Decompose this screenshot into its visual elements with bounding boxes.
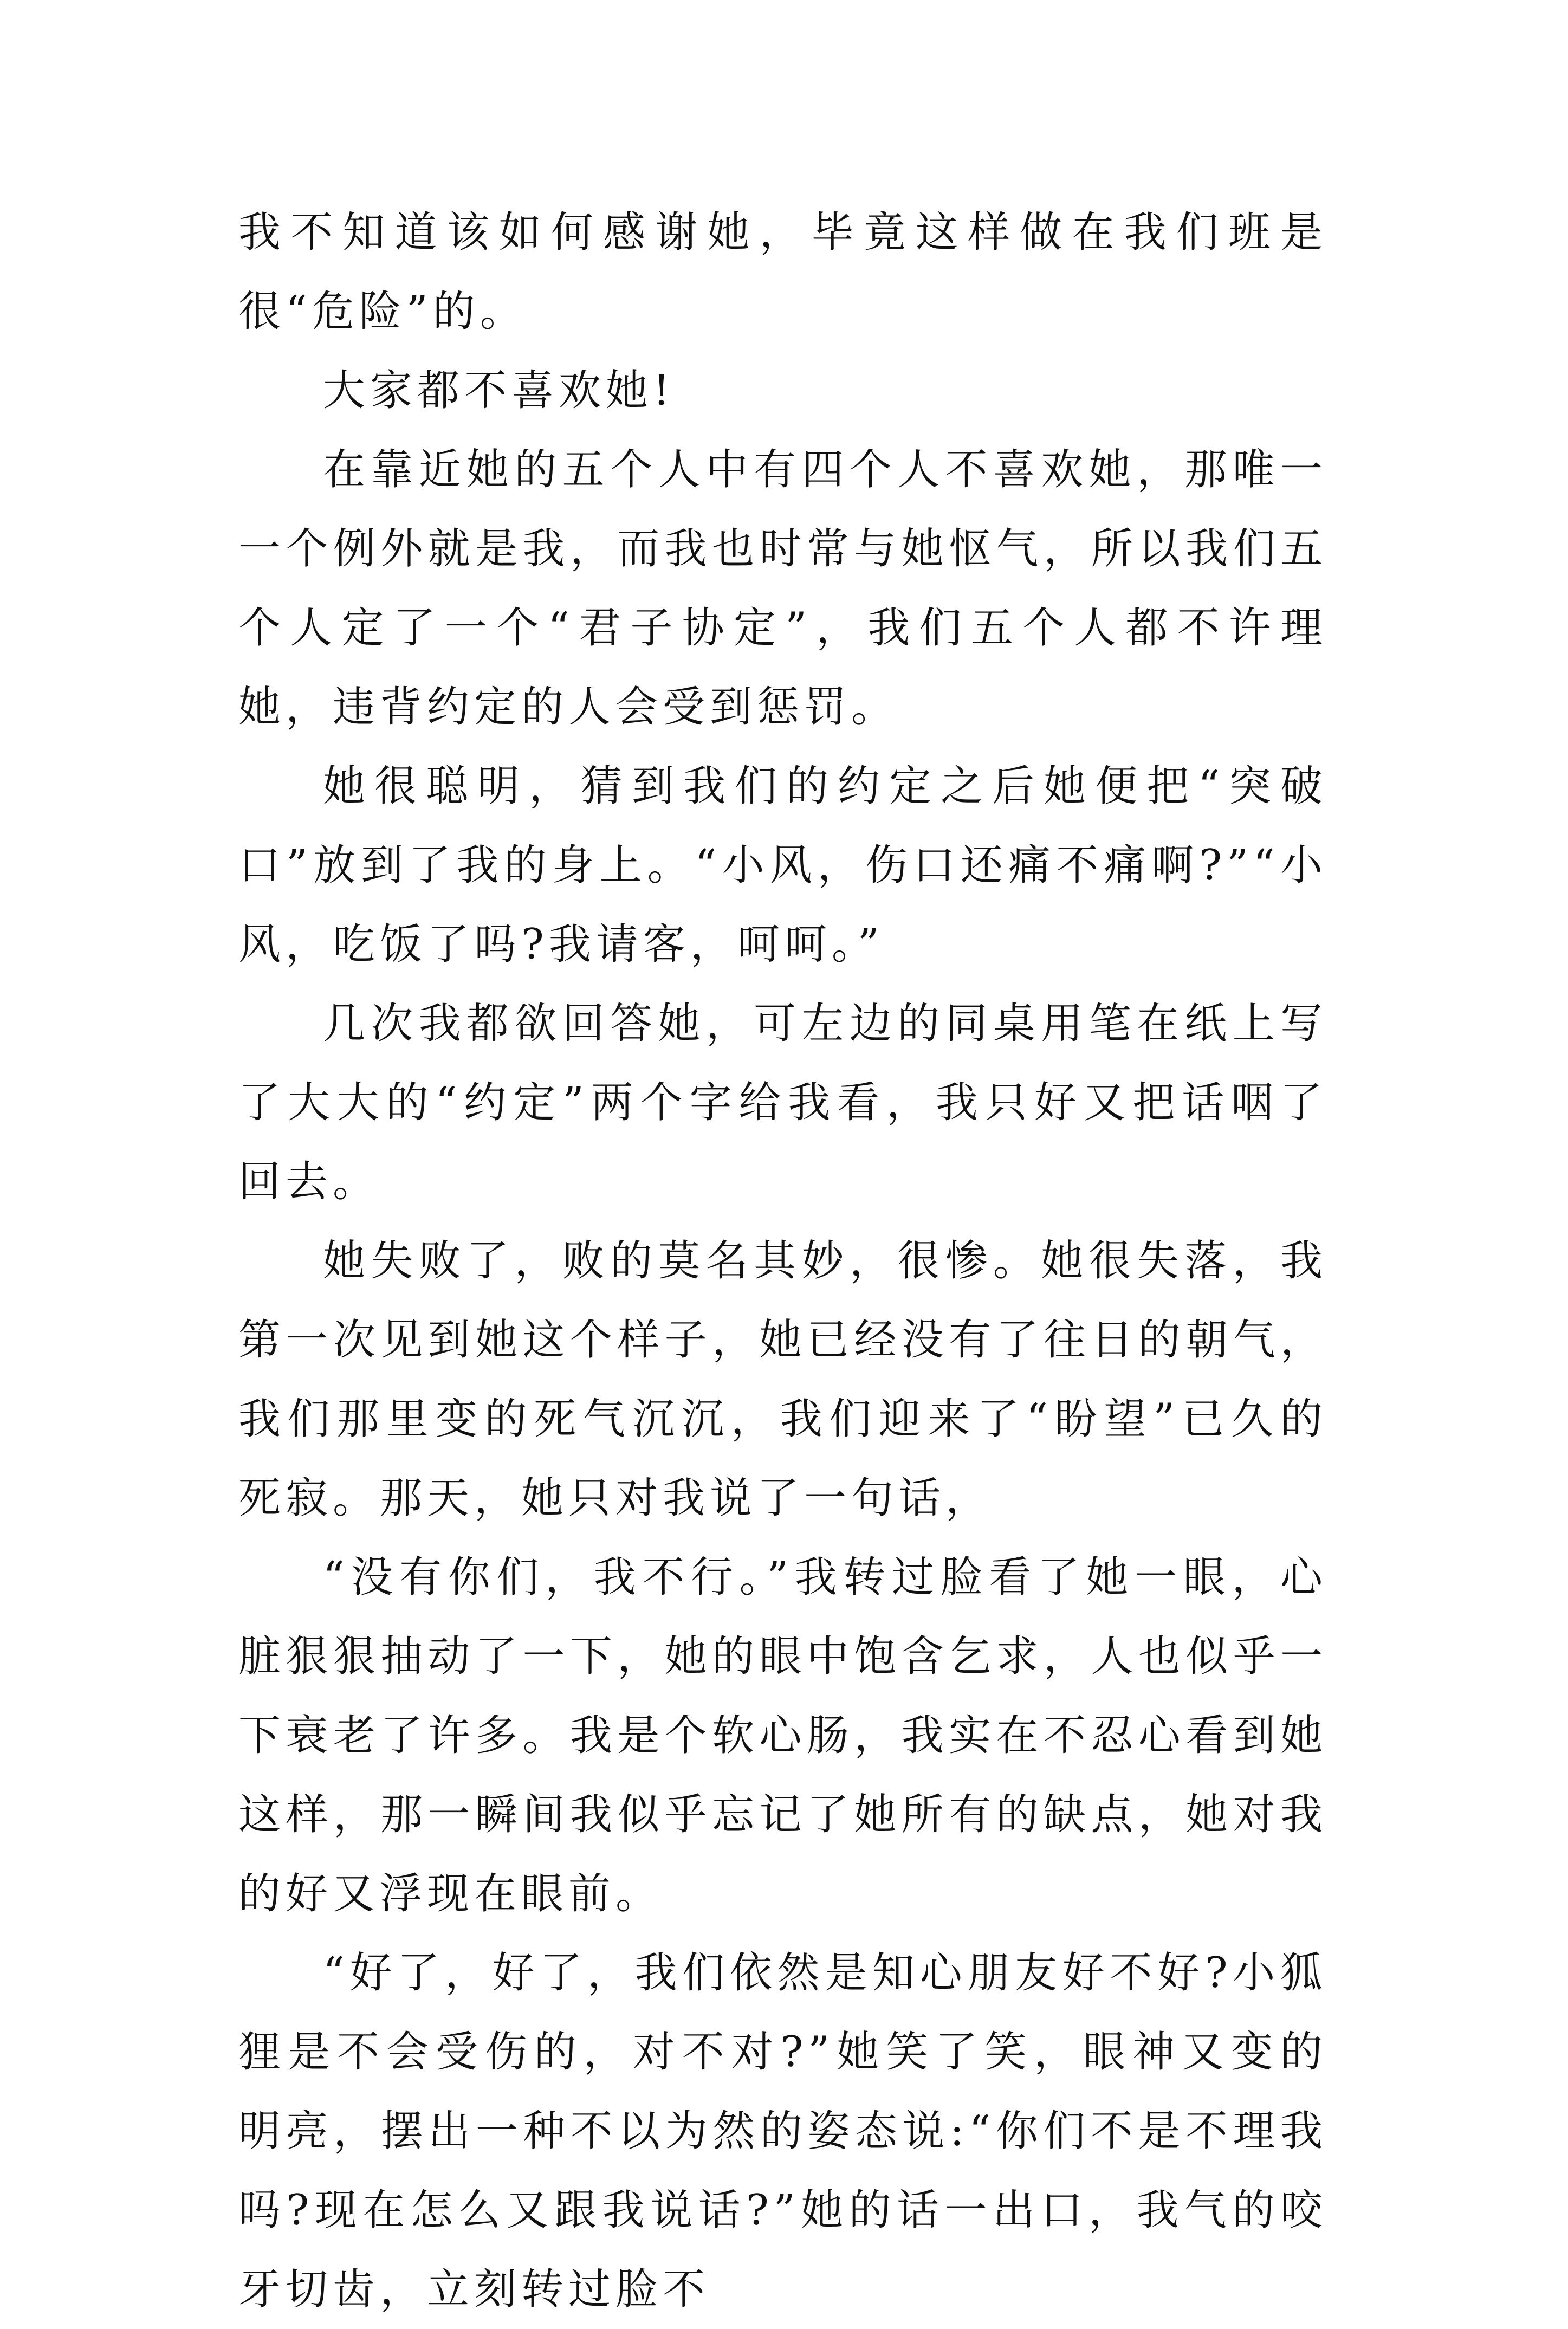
paragraph-3: 在靠近她的五个人中有四个人不喜欢她，那唯一一个例外就是我，而我也时常与她怄气，所以我们五个人定了一个“君子协定”，我们五个人都不许理她，违背约定的人会受到惩罚。	[238, 445, 1327, 732]
paragraph-8: “好了，好了，我们依然是知心朋友好不好?小狐狸是不会受伤的，对不对?”她笑了笑，眼神又变的明亮，摆出一种不以为然的姿态说:“你们不是不理我吗?现在怎么又跟我说话?”她的话一出口，我气的咬牙切齿，立刻转过脸不	[238, 1949, 1327, 2314]
paragraph-6: 她失败了，败的莫名其妙，很惨。她很失落，我第一次见到她这个样子，她已经没有了往日的朝气，我们那里变的死气沉沉，我们迎来了“盼望”已久的死寂。那天，她只对我说了一句话，	[238, 1237, 1327, 1523]
paragraph-4: 她很聪明，猜到我们的约定之后她便把“突破口”放到了我的身上。“小风，伤口还痛不痛啊?”“小风，吃饭了吗?我请客，呵呵。”	[238, 762, 1327, 969]
paragraph-1: 我不知道该如何感谢她，毕竟这样做在我们班是很“危险”的。	[238, 208, 1327, 336]
paragraph-7: “没有你们，我不行。”我转过脸看了她一眼，心脏狠狠抽动了一下，她的眼中饱含乞求，人也似乎一下衰老了许多。我是个软心肠，我实在不忍心看到她这样，那一瞬间我似乎忘记了她所有的缺点，她对我的好又浮现在眼前。	[238, 1553, 1327, 1918]
paragraph-2: 大家都不喜欢她!	[323, 366, 675, 415]
document-body	[238, 193, 1327, 2329]
paragraph-5: 几次我都欲回答她，可左边的同桌用笔在纸上写了大大的“约定”两个字给我看，我只好又把话咽了回去。	[238, 999, 1327, 1206]
